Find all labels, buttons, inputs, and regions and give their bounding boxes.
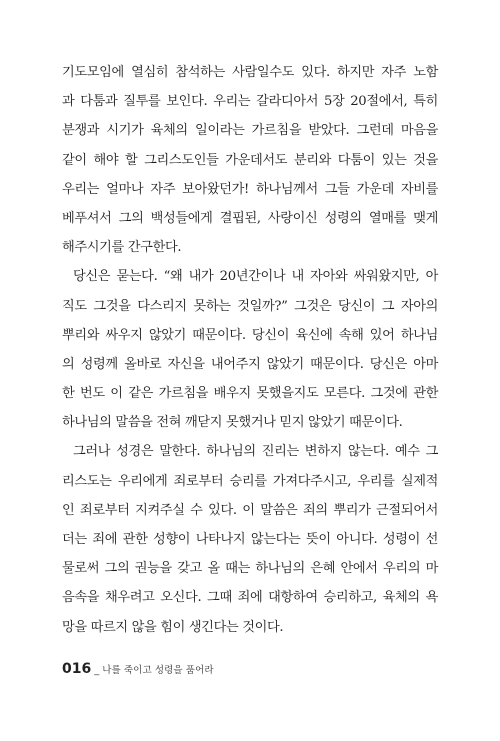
text-line: 같이 해야 할 그리스도인들 가운데서도 분리와 다툼이 있는 것을 bbox=[62, 152, 438, 168]
text-line: 과 다툼과 질투를 보인다. 우리는 갈라디아서 5장 20절에서, 특히 bbox=[62, 94, 438, 110]
text-line: 음속을 채우려고 오신다. 그때 죄에 대항하여 승리하고, 육체의 욕 bbox=[62, 590, 438, 606]
paragraph bbox=[62, 262, 438, 437]
text-line: 직도 그것을 다스리지 못하는 것일까?” 그것은 당신이 그 자아의 bbox=[62, 298, 438, 314]
text-line: 한 번도 이 같은 가르침을 배우지 못했을지도 모른다. 그것에 관한 bbox=[62, 386, 438, 402]
text-line: 그러나 성경은 말한다. 하나님의 진리는 변하지 않는다. 예수 그 bbox=[73, 444, 438, 460]
page-footer bbox=[62, 661, 214, 677]
paragraph bbox=[62, 58, 438, 262]
text-line: 리스도는 우리에게 죄로부터 승리를 가져다주시고, 우리를 실제적 bbox=[62, 473, 438, 489]
paragraph bbox=[62, 437, 438, 641]
text-line: 인 죄로부터 지켜주실 수 있다. 이 말씀은 죄의 뿌리가 근절되어서 bbox=[62, 502, 438, 518]
page-number: 016 bbox=[62, 661, 92, 677]
text-line: 하나님의 말씀을 전혀 깨닫지 못했거나 믿지 않았기 때문이다. bbox=[62, 415, 403, 431]
body-text bbox=[62, 58, 438, 642]
text-line: 우리는 얼마나 자주 보아왔던가! 하나님께서 그들 가운데 자비를 bbox=[62, 181, 438, 197]
text-line: 뿌리와 싸우지 않았기 때문이다. 당신이 육신에 속해 있어 하나님 bbox=[62, 327, 438, 343]
running-title: 나를 죽이고 성령을 품어라 bbox=[102, 665, 214, 676]
footer-separator: _ bbox=[94, 665, 100, 676]
text-line: 기도모임에 열심히 참석하는 사람일수도 있다. 하지만 자주 노함 bbox=[62, 65, 438, 80]
text-line: 더는 죄에 관한 성향이 나타나지 않는다는 뜻이 아니다. 성령이 선 bbox=[62, 532, 438, 547]
text-line: 베푸셔서 그의 백성들에게 결핍된, 사랑이신 성령의 열매를 맺게 bbox=[62, 210, 438, 226]
text-line: 의 성령께 올바로 자신을 내어주지 않았기 때문이다. 당신은 아마 bbox=[62, 356, 438, 372]
text-line: 망을 따르지 않을 힘이 생긴다는 것이다. bbox=[62, 619, 284, 635]
text-line: 물로써 그의 권능을 갖고 올 때는 하나님의 은혜 안에서 우리의 마 bbox=[62, 561, 438, 577]
text-line: 분쟁과 시기가 육체의 일이라는 가르침을 받았다. 그런데 마음을 bbox=[62, 123, 438, 139]
text-line: 해주시기를 간구한다. bbox=[62, 240, 182, 256]
text-line: 당신은 묻는다. “왜 내가 20년간이나 내 자아와 싸워왔지만, 아 bbox=[73, 269, 438, 285]
